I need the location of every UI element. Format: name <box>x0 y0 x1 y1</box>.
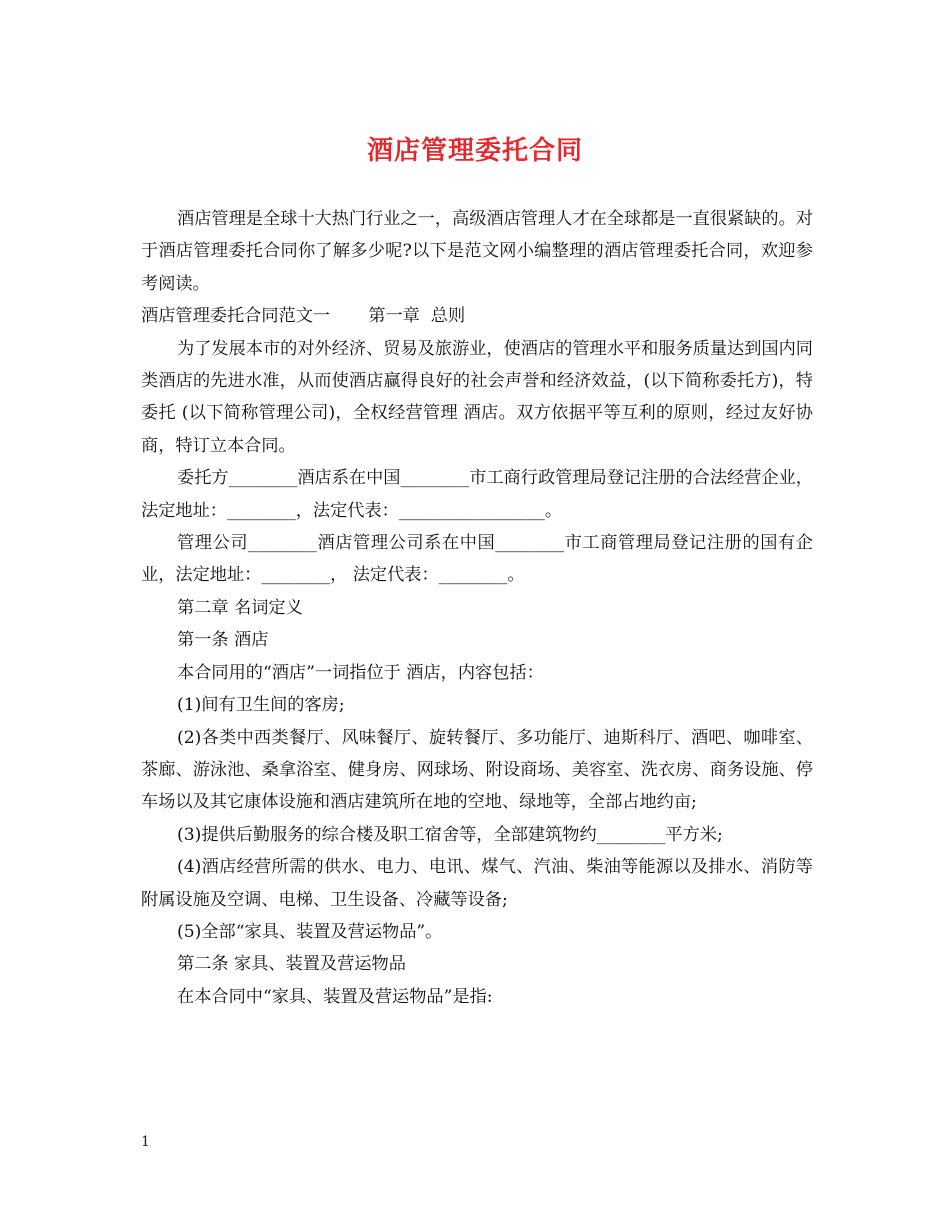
list-item: (2)各类中西类餐厅、风味餐厅、旋转餐厅、多功能厅、迪斯科厅、酒吧、咖啡室、茶廊、游泳池、桑拿浴室、健身房、网球场、附设商场、美容室、洗衣房、商务设施、停车场以及其它康体设施和酒店建筑所在地的空地、绿地等，全部占地约亩; <box>141 727 813 813</box>
paragraph: 委托方________酒店系在中国________市工商行政管理局登记注册的合法经营企业，法定地址：________，法定代表：_________________。 <box>141 468 813 521</box>
paragraph: 为了发展本市的对外经济、贸易及旅游业，使酒店的管理水平和服务质量达到国内同类酒店的先进水准，从而使酒店赢得良好的社会声誉和经济效益，(以下简称委托方)，特委托 (以下简称管理公司)，全权经营管理 酒店。双方依据平等互利的原则，经过友好协商，特订立本合同。 <box>141 338 813 456</box>
document-title: 酒店管理委托合同 <box>366 136 583 166</box>
article-heading: 第二条 家具、装置及营运物品 <box>177 954 406 975</box>
list-item: (4)酒店经营所需的供水、电力、电讯、煤气、汽油、柴油等能源以及排水、消防等附属设施及空调、电梯、卫生设备、冷藏等设备; <box>141 857 813 910</box>
section-heading: 酒店管理委托合同范文一 第一章 总则 <box>141 306 466 327</box>
page-number: 1 <box>141 1134 150 1150</box>
paragraph: 本合同用的“酒店”一词指位于 酒店，内容包括： <box>177 662 544 683</box>
article-heading: 第一条 酒店 <box>177 630 269 651</box>
intro-paragraph: 酒店管理是全球十大热门行业之一，高级酒店管理人才在全球都是一直很紧缺的。对于酒店管理委托合同你了解多少呢?以下是范文网小编整理的酒店管理委托合同，欢迎参考阅读。 <box>141 209 813 294</box>
document-body <box>141 203 813 1013</box>
list-item: (1)间有卫生间的客房; <box>177 695 345 716</box>
list-item: (3)提供后勤服务的综合楼及职工宿舍等，全部建筑物约________平方米; <box>177 824 723 845</box>
list-item: (5)全部“家具、装置及营运物品”。 <box>177 921 443 942</box>
paragraph: 管理公司________酒店管理公司系在中国________市工商管理局登记注册的国有企业，法定地址：________， 法定代表：________。 <box>141 533 813 586</box>
chapter-heading: 第二章 名词定义 <box>177 597 303 618</box>
paragraph: 在本合同中“家具、装置及营运物品”是指: <box>177 986 493 1007</box>
